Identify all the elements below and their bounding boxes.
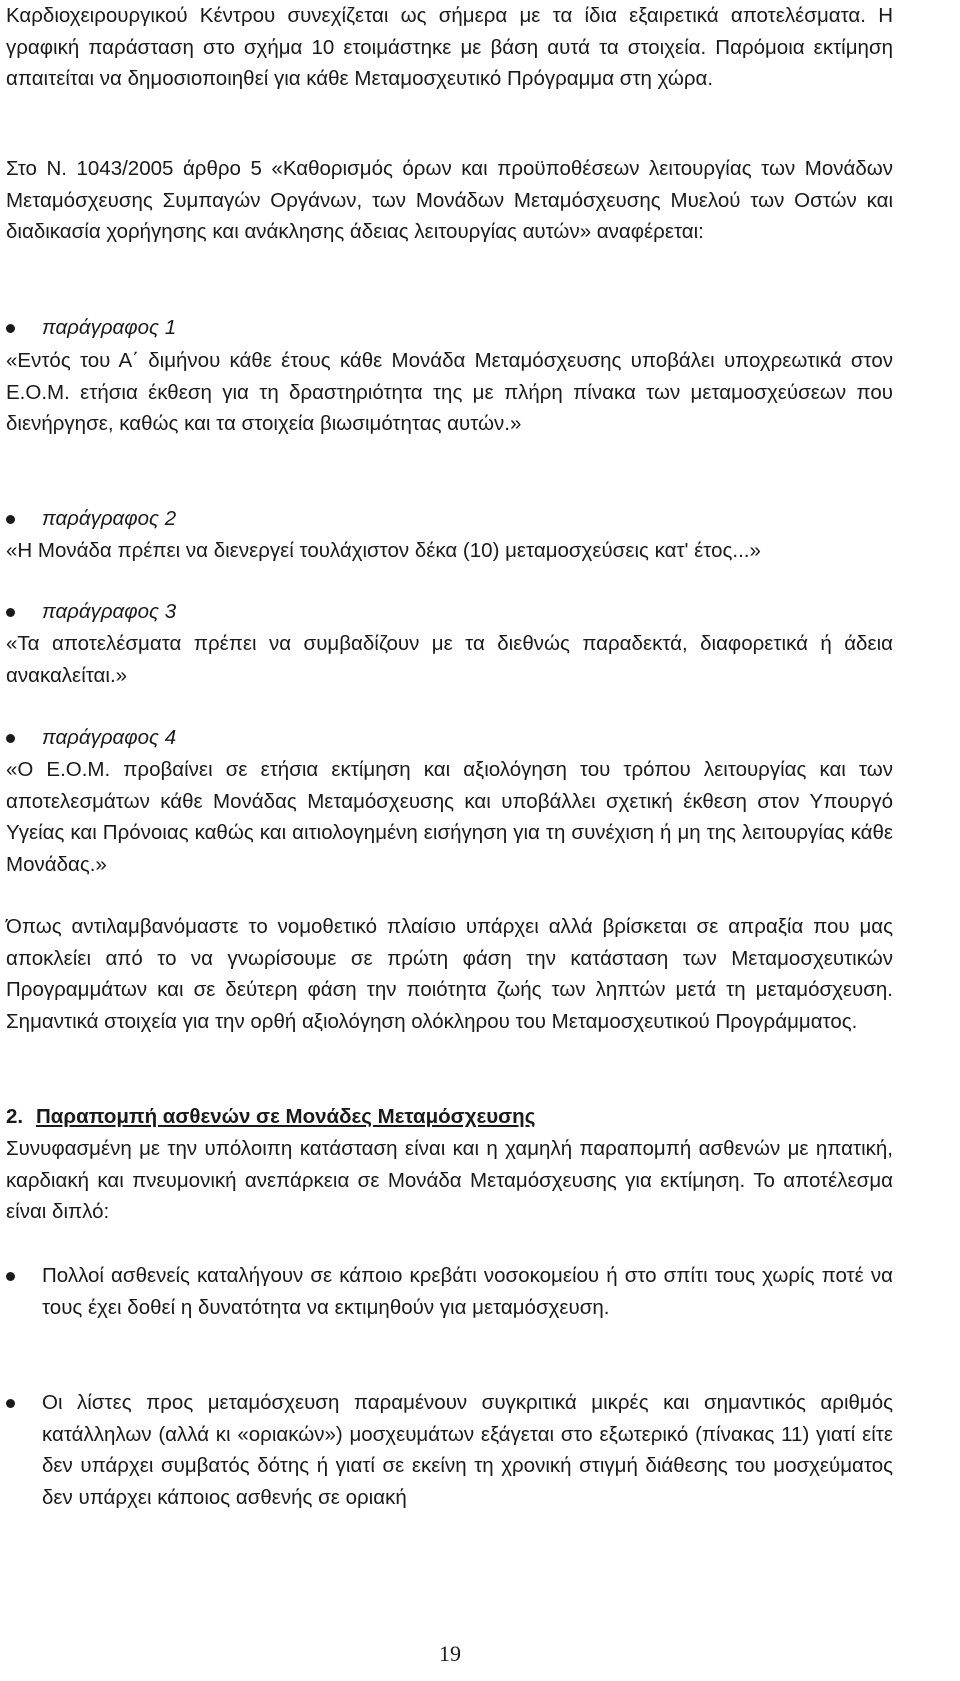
list-item-text: Πολλοί ασθενείς καταλήγουν σε κάποιο κρεβάτι νοσοκομείου ή στο σπίτι τους χωρίς ποτέ να τους έχει δοθεί η δυνατότητα να εκτιμηθούν για μεταμόσχευση.: [42, 1264, 893, 1319]
bullet-icon: [6, 608, 15, 617]
bullet-label: παράγραφος 3: [42, 600, 177, 623]
quote-paragraph-1: «Εντός του Α΄ διμήνου κάθε έτους κάθε Μονάδα Μεταμόσχευσης υποβάλει υποχρεωτικά στον Ε.Ο.Μ. ετήσια έκθεση για τη δραστηριότητα της με πλήρη πίνακα των μεταμοσχεύσεων που διενήργησε, καθώς και τα στοιχεία βιωσιμότητας αυτών.»: [6, 349, 893, 435]
bullet-icon: [6, 324, 15, 333]
page-number: 19: [439, 1641, 461, 1666]
bullet-icon: [6, 1399, 15, 1408]
quote-paragraph-3: «Τα αποτελέσματα πρέπει να συμβαδίζουν με τα διεθνώς παραδεκτά, διαφορετικά ή άδεια ανακαλείται.»: [6, 632, 893, 687]
bullet-icon: [6, 1272, 15, 1281]
paragraph-law-reference: Στο Ν. 1043/2005 άρθρο 5 «Καθορισμός όρων και προϋποθέσεων λειτουργίας των Μονάδων Μεταμόσχευσης Συμπαγών Οργάνων, των Μονάδων Μεταμόσχευσης Μυελού των Οστών και διαδικασία χορήγησης και ανάκλησης άδειας λειτουργίας αυτών» αναφέρεται:: [6, 157, 893, 243]
bullet-icon: [6, 734, 15, 743]
list-item: [6, 1260, 893, 1323]
paragraph-conclusion: Όπως αντιλαμβανόμαστε το νομοθετικό πλαίσιο υπάρχει αλλά βρίσκεται σε απραξία που μας αποκλείει από το να γνωρίσουμε σε πρώτη φάση την κατάσταση των Μεταμοσχευτικών Προγραμμάτων και σε δεύτερη φάση την ποιότητα ζωής των ληπτών μετά τη μεταμόσχευση. Σημαντικά στοιχεία για την ορθή αξιολόγηση ολόκληρου του Μεταμοσχευτικού Προγράμματος.: [6, 915, 893, 1033]
section-number: 2.: [6, 1105, 24, 1128]
quote-paragraph-2: «Η Μονάδα πρέπει να διενεργεί τουλάχιστον δέκα (10) μεταμοσχεύσεις κατ' έτος...»: [6, 539, 761, 562]
paragraph-intro: Καρδιοχειρουργικού Κέντρου συνεχίζεται ως σήμερα με τα ίδια εξαιρετικά αποτελέσματα. Η γραφική παράσταση στο σχήμα 10 ετοιμάστηκε με βάση αυτά τα στοιχεία. Παρόμοια εκτίμηση απαιτείται να δημοσιοποιηθεί για κάθε Μεταμοσχευτικό Πρόγραμμα στη χώρα.: [6, 4, 893, 90]
list-item-text: Οι λίστες προς μεταμόσχευση παραμένουν συγκριτικά μικρές και σημαντικός αριθμός κατάλληλων (αλλά κι «οριακών») μοσχευμάτων εξάγεται στο εξωτερικό (πίνακας 11) γιατί είτε δεν υπάρχει συμβατός δότης ή γιατί σε εκείνη τη χρονική στιγμή διάθεσης του μοσχεύματος δεν υπάρχει κάποιος ασθενής σε οριακή: [42, 1391, 893, 1509]
section-intro: Συνυφασμένη με την υπόλοιπη κατάσταση είναι και η χαμηλή παραπομπή ασθενών με ηπατική, καρδιακή και πνευμονική ανεπάρκεια σε Μονάδα Μεταμόσχευσης για εκτίμηση. Το αποτέλεσμα είναι διπλό:: [6, 1137, 893, 1223]
section-title: Παραπομπή ασθενών σε Μονάδες Μεταμόσχευσης: [36, 1105, 536, 1128]
bullet-label: παράγραφος 1: [42, 316, 177, 339]
list-item: [6, 1387, 893, 1513]
quote-paragraph-4: «Ο Ε.Ο.Μ. προβαίνει σε ετήσια εκτίμηση και αξιολόγηση του τρόπου λειτουργίας και των αποτελεσμάτων κάθε Μονάδας Μεταμόσχευσης και υποβάλλει σχετική έκθεση στον Υπουργό Υγείας και Πρόνοιας καθώς και αιτιολογημένη εισήγηση για τη συνέχιση ή μη της λειτουργίας κάθε Μονάδας.»: [6, 758, 893, 876]
bullet-icon: [6, 515, 15, 524]
section-heading: [6, 1101, 893, 1133]
bullet-label: παράγραφος 4: [42, 726, 177, 749]
bullet-label: παράγραφος 2: [42, 507, 177, 530]
